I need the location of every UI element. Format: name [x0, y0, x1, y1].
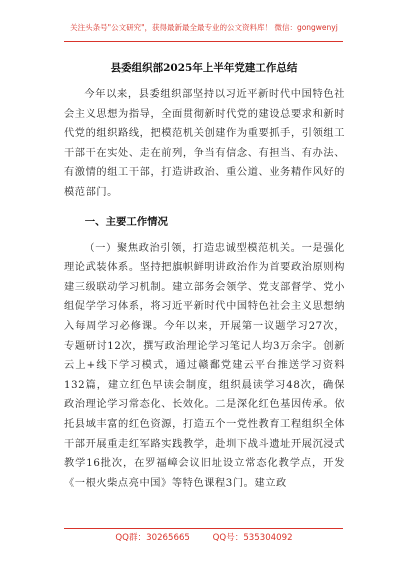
footer-contact: [0, 531, 408, 543]
section-heading: 一、主要工作情况: [84, 215, 168, 228]
qq-group-text: QQ群：30265665: [115, 533, 190, 543]
qq-number-text: QQ号：535304092: [212, 533, 293, 543]
header-banner: 关注头条号"公文研究"，获得最新最全最专业的公文资料库！ 微信：gongwenyj: [70, 23, 338, 32]
intro-paragraph: 今年以来，县委组织部坚持以习近平新时代中国特色社会主义思想为指导，全面贯彻新时代党的建设总要求和新时代党的组织路线，把模范机关创建作为重要抓手，引领组工干部干在实处、走在前列，争当有信念、有担当、有办法、有激情的组工干部，打造讲政治、重公道、业务精作风好的模范部门。: [64, 89, 345, 198]
document-title: 县委组织部2025年上半年党建工作总结: [110, 62, 298, 74]
footer-divider: [64, 528, 343, 529]
section-paragraph: （一）聚焦政治引领，打造忠诚型模范机关。一是强化理论武装体系。坚持把旗帜鲜明讲政治作为首要政治原则构建三级联动学习机制。建立部务会领学、党支部督学、党小组促学学习体系，将习近平新时代中国特色社会主义思想纳入每周学习必修课。今年以来，开展第一议题学习27次，专题研讨12次，撰写政治理论学习笔记人均3万余字。创新云上+线下学习模式，通过赣鄱党建云平台推送学习资料132篇，建立红色早读会制度，组织晨读学习48次，确保政治理论学习常态化、长效化。二是深化红色基因传承。依托县域丰富的红色资源，打造五个一党性教育工程组织全体干部开展重走红军路实践教学，赴圳下战斗遗址开展沉浸式教学16批次，在罗福嶂会议旧址设立常态化教学点，开发《一根火柴点亮中国》等特色课程3门。建立政: [64, 242, 345, 489]
header-divider: [64, 41, 343, 42]
document-body: [64, 85, 345, 493]
